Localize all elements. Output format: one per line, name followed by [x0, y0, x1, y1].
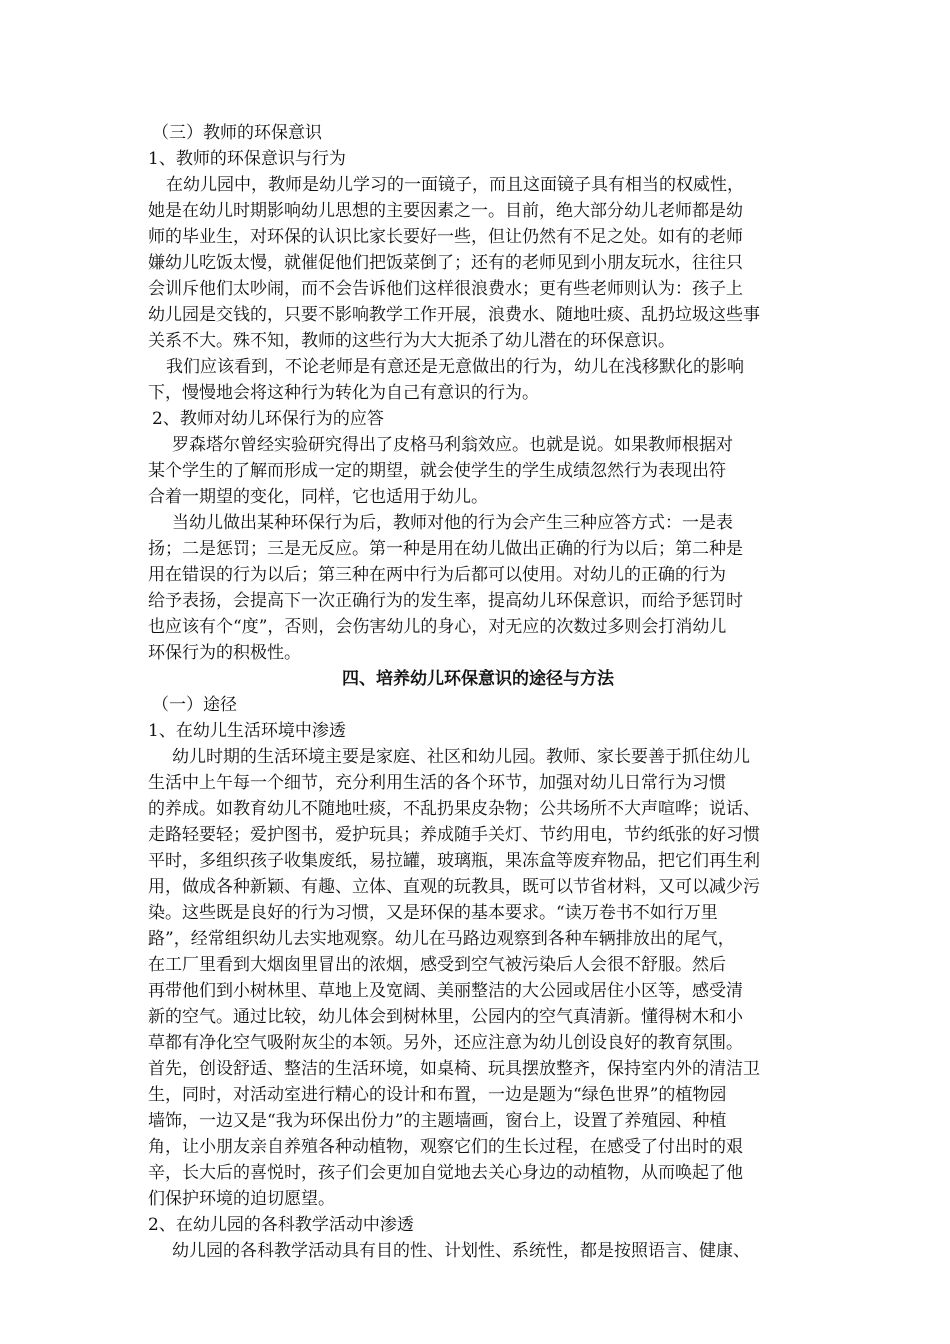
text-line: 幼儿园的各科教学活动具有目的性、计划性、系统性，都是按照语言、健康、 [172, 1241, 750, 1261]
text-line: 生活中上午每一个细节，充分利用生活的各个环节，加强对幼儿日常行为习惯 [148, 773, 726, 793]
text-line: 新的空气。通过比较，幼儿体会到树林里，公园内的空气真清新。懂得树木和小 [148, 1007, 743, 1027]
text-line: 某个学生的了解而形成一定的期望，就会使学生的学生成绩忽然行为表现出符 [148, 461, 726, 481]
text-line: 2、教师对幼儿环保行为的应答 [152, 409, 384, 429]
text-line: 在幼儿园中，教师是幼儿学习的一面镜子，而且这面镜子具有相当的权威性， [166, 175, 744, 195]
text-line: 辛，长大后的喜悦时，孩子们会更加自觉地去关心身边的动植物，从而唤起了他 [148, 1163, 743, 1183]
text-line: 扬；二是惩罚；三是无反应。第一种是用在幼儿做出正确的行为以后；第二种是 [148, 539, 743, 559]
text-line: （三）教师的环保意识 [152, 123, 322, 143]
text-line: 嫌幼儿吃饭太慢，就催促他们把饭菜倒了；还有的老师见到小朋友玩水，往往只 [148, 253, 743, 273]
section-heading: 四、培养幼儿环保意识的途径与方法 [342, 669, 614, 689]
text-line: 生，同时，对活动室进行精心的设计和布置，一边是题为“绿色世界”的植物园 [148, 1085, 727, 1105]
text-line: （一）途径 [152, 695, 237, 715]
text-line: 1、教师的环保意识与行为 [148, 149, 346, 169]
text-line: 给予表扬，会提高下一次正确行为的发生率，提高幼儿环保意识，而给予惩罚时 [148, 591, 743, 611]
text-line: 1、在幼儿生活环境中渗透 [148, 721, 346, 741]
text-line: 走路轻要轻；爱护图书，爱护玩具；养成随手关灯、节约用电，节约纸张的好习惯 [148, 825, 760, 845]
text-line: 在工厂里看到大烟囱里冒出的浓烟，感受到空气被污染后人会很不舒服。然后 [148, 955, 726, 975]
text-line: 当幼儿做出某种环保行为后，教师对他的行为会产生三种应答方式：一是表 [172, 513, 733, 533]
text-line: 幼儿园是交钱的，只要不影响教学工作开展，浪费水、随地吐痰、乱扔垃圾这些事 [148, 305, 760, 325]
text-line: 关系不大。殊不知，教师的这些行为大大扼杀了幼儿潜在的环保意识。 [148, 331, 675, 351]
text-line: 首先，创设舒适、整洁的生活环境，如桌椅、玩具摆放整齐，保持室内外的清洁卫 [148, 1059, 760, 1079]
text-line: 墙饰，一边又是“我为环保出份力”的主题墙画，窗台上，设置了养殖园、种植 [148, 1111, 727, 1131]
text-line: 们保护环境的迫切愿望。 [148, 1189, 335, 1209]
text-line: 角，让小朋友亲自养殖各种动植物，观察它们的生长过程，在感受了付出时的艰 [148, 1137, 743, 1157]
text-line: 草都有净化空气吸附灰尘的本领。另外，还应注意为幼儿创设良好的教育氛围。 [148, 1033, 743, 1053]
text-line: 路”，经常组织幼儿去实地观察。幼儿在马路边观察到各种车辆排放出的尾气， [148, 929, 735, 949]
text-line: 平时，多组织孩子收集废纸，易拉罐，玻璃瓶，果冻盒等废弃物品，把它们再生利 [148, 851, 760, 871]
text-line: 的养成。如教育幼儿不随地吐痰，不乱扔果皮杂物；公共场所不大声喧哗；说话、 [148, 799, 760, 819]
text-line: 用在错误的行为以后；第三种在两中行为后都可以使用。对幼儿的正确的行为 [148, 565, 726, 585]
text-line: 染。这些既是良好的行为习惯，又是环保的基本要求。“读万卷书不如行万里 [148, 903, 718, 923]
text-line: 师的毕业生，对环保的认识比家长要好一些，但让仍然有不足之处。如有的老师 [148, 227, 743, 247]
text-line: 罗森塔尔曾经实验研究得出了皮格马利翁效应。也就是说。如果教师根据对 [172, 435, 733, 455]
text-line: 我们应该看到，不论老师是有意还是无意做出的行为，幼儿在浅移默化的影响 [166, 357, 744, 377]
text-line: 会训斥他们太吵闹，而不会告诉他们这样很浪费水；更有些老师则认为：孩子上 [148, 279, 743, 299]
text-line: 环保行为的积极性。 [148, 643, 301, 663]
text-line: 用，做成各种新颖、有趣、立体、直观的玩教具，既可以节省材料，又可以减少污 [148, 877, 760, 897]
text-line: 2、在幼儿园的各科教学活动中渗透 [148, 1215, 414, 1235]
text-line: 再带他们到小树林里、草地上及宽阔、美丽整洁的大公园或居住小区等，感受清 [148, 981, 743, 1001]
text-line: 幼儿时期的生活环境主要是家庭、社区和幼儿园。教师、家长要善于抓住幼儿 [172, 747, 750, 767]
document-page [148, 120, 808, 1264]
text-line: 也应该有个“度”，否则，会伤害幼儿的身心，对无应的次数过多则会打消幼儿 [148, 617, 727, 637]
text-line: 合着一期望的变化，同样，它也适用于幼儿。 [148, 487, 488, 507]
text-line: 下，慢慢地会将这种行为转化为自己有意识的行为。 [148, 383, 539, 403]
text-line: 她是在幼儿时期影响幼儿思想的主要因素之一。目前，绝大部分幼儿老师都是幼 [148, 201, 743, 221]
